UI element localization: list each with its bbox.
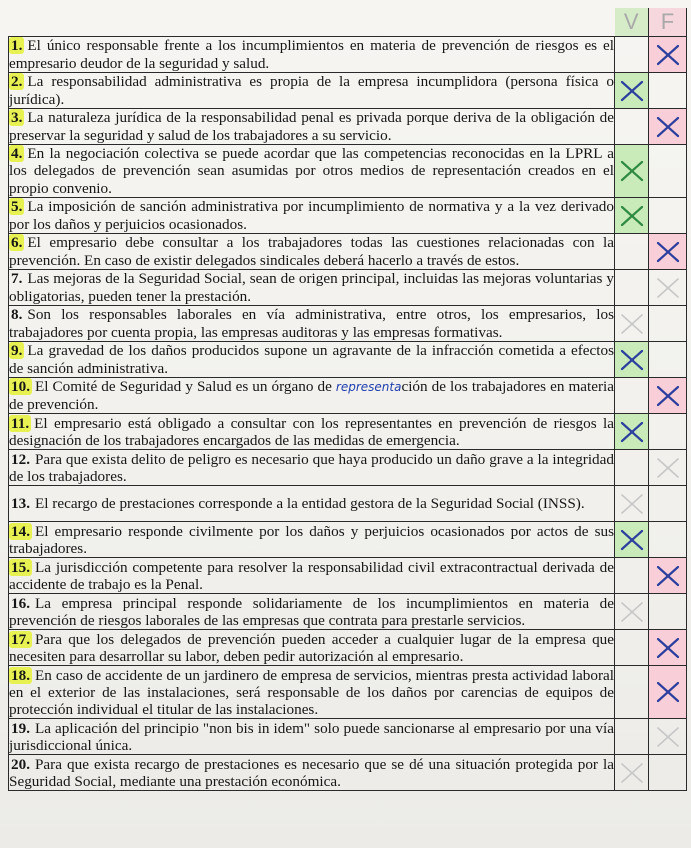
false-cross-mark-icon: [653, 40, 683, 70]
question-number: 10.: [11, 378, 30, 395]
question-text: La jurisdicción competente para resolver la responsabilidad civil extracontractual derivada de accidente de trabajo es la Penal.: [9, 558, 614, 593]
answer-false-cell[interactable]: [649, 666, 687, 719]
question-row: [9, 594, 687, 630]
question-number: 3.: [11, 109, 23, 127]
answer-false-cell[interactable]: [649, 522, 687, 558]
question-row: [9, 630, 687, 666]
question-row: [9, 73, 687, 109]
answer-true-cell[interactable]: [615, 522, 649, 558]
question-number: 11.: [11, 414, 30, 432]
question-text-cell: [9, 522, 615, 558]
question-text-cell: [9, 306, 615, 342]
answer-false-cell[interactable]: [649, 755, 687, 791]
question-number: 1.: [11, 37, 23, 55]
question-text-cell: [9, 486, 615, 522]
true-label: V: [623, 9, 639, 34]
question-row: [9, 270, 687, 306]
false-cross-mark-icon: [653, 237, 683, 267]
question-number: 9.: [11, 342, 23, 360]
question-text-cell: [9, 666, 615, 719]
answer-false-cell[interactable]: [649, 558, 687, 594]
question-text-cell: [9, 378, 615, 414]
answer-false-cell[interactable]: [649, 37, 687, 73]
question-number: 4.: [11, 145, 23, 163]
answer-true-cell[interactable]: [615, 306, 649, 342]
question-number: 13.: [11, 495, 30, 513]
question-row: [9, 109, 687, 145]
question-row: [9, 378, 687, 414]
question-text-cell: [9, 109, 615, 145]
question-row: [9, 342, 687, 378]
question-text: La aplicación del principio "non bis in idem" solo puede sancionarse al empresario por una vía jurisdiccional única.: [9, 719, 614, 754]
question-text: Para que los delegados de prevención pueden acceder a cualquier lugar de la empresa que necesiten para desarrollar su labor, deben pedir autorización al empresario.: [9, 630, 614, 665]
answer-false-cell[interactable]: [649, 234, 687, 270]
answer-true-cell[interactable]: [615, 414, 649, 450]
true-cross-mark-icon: [617, 345, 647, 375]
answer-true-cell[interactable]: [615, 270, 649, 306]
true-cross-mark-icon: [617, 597, 647, 627]
answer-true-cell[interactable]: [615, 755, 649, 791]
true-cross-mark-icon: [617, 525, 647, 555]
question-row: [9, 450, 687, 486]
question-row: [9, 145, 687, 198]
question-number: 20.: [11, 755, 30, 773]
question-text: La gravedad de los daños producidos supone un agravante de la infracción cometida a efectos de sanción administrativa.: [9, 342, 614, 377]
answer-true-cell[interactable]: [615, 630, 649, 666]
question-text-cell: [9, 558, 615, 594]
true-cross-mark-icon: [617, 201, 647, 231]
answer-true-cell[interactable]: [615, 198, 649, 234]
question-number: 18.: [11, 666, 30, 684]
true-cross-mark-icon: [617, 76, 647, 106]
false-cross-mark-icon: [653, 381, 683, 411]
answer-true-cell[interactable]: [615, 342, 649, 378]
question-row: [9, 198, 687, 234]
false-cross-mark-icon: [653, 561, 683, 591]
question-text: El empresario está obligado a consultar con los representantes en prevención de riesgos la designación de los trabajadores encargados de las medidas de emergencia.: [9, 414, 614, 449]
question-text-cell: [9, 342, 615, 378]
question-text-cell: [9, 37, 615, 73]
true-cross-mark-icon: [617, 489, 647, 519]
question-number: 5.: [11, 198, 23, 216]
handwritten-correction: representa: [335, 380, 402, 394]
question-text-cell: [9, 450, 615, 486]
answer-false-cell[interactable]: [649, 306, 687, 342]
answer-false-cell[interactable]: [649, 378, 687, 414]
answer-false-cell[interactable]: [649, 198, 687, 234]
question-number: 17.: [11, 630, 30, 648]
answer-true-cell[interactable]: [615, 450, 649, 486]
question-row: [9, 666, 687, 719]
question-number: 14.: [11, 522, 30, 540]
answer-true-cell[interactable]: [615, 37, 649, 73]
question-row: [9, 37, 687, 73]
answer-false-cell[interactable]: [649, 109, 687, 145]
question-text: La imposición de sanción administrativa por incumplimiento de normativa y a la vez derivado por los daños y perjuicios ocasionados.: [9, 198, 614, 233]
answer-false-cell[interactable]: [649, 594, 687, 630]
answer-false-cell[interactable]: [649, 414, 687, 450]
question-number: 19.: [11, 719, 30, 737]
false-cross-mark-icon: [653, 273, 683, 303]
true-false-table: [8, 8, 687, 791]
false-cross-mark-icon: [653, 677, 683, 707]
question-text: La naturaleza jurídica de la responsabilidad penal es privada porque deriva de la obligación de preservar la seguridad y salud de los trabajadores a su servicio.: [9, 109, 614, 144]
question-row: [9, 558, 687, 594]
answer-false-cell[interactable]: [649, 73, 687, 109]
question-text-cell: [9, 719, 615, 755]
question-row: [9, 414, 687, 450]
false-cross-mark-icon: [653, 453, 683, 483]
question-text: En caso de accidente de un jardinero de empresa de servicios, mientras presta actividad laboral en el exterior de las instalaciones, será responsable de los daños por carencias de equipos de protección individual el titular de las instalaciones.: [9, 666, 614, 718]
question-text-cell: [9, 234, 615, 270]
true-cross-mark-icon: [617, 309, 647, 339]
question-text-cell: [9, 630, 615, 666]
question-text-cell: [9, 73, 615, 109]
question-text-cell: [9, 594, 615, 630]
answer-false-cell[interactable]: [649, 450, 687, 486]
question-row: [9, 755, 687, 791]
answer-false-cell[interactable]: [649, 145, 687, 198]
false-cross-mark-icon: [653, 112, 683, 142]
question-text-cell: [9, 755, 615, 791]
answer-true-cell[interactable]: [615, 666, 649, 719]
question-text: La empresa principal responde solidariamente de los incumplimientos en materia de prevención de riesgos laborales de las empresas que contrata para prestarle servicios.: [9, 594, 614, 629]
question-text: Para que exista recargo de prestaciones es necesario que se dé una situación protegida por la Seguridad Social, mediante una prestación económica.: [9, 755, 614, 790]
question-text-cell: [9, 270, 615, 306]
answer-true-cell[interactable]: [615, 594, 649, 630]
answer-true-cell[interactable]: [615, 378, 649, 414]
column-header-true: [615, 8, 649, 37]
question-text-cell: [9, 414, 615, 450]
question-text: El recargo de prestaciones corresponde a la entidad gestora de la Seguridad Social (INSS).: [34, 495, 585, 513]
question-text-cell: [9, 145, 615, 198]
answer-true-cell[interactable]: [615, 719, 649, 755]
question-text: El Comité de Seguridad y Salud es un órgano de: [34, 378, 336, 395]
question-row: [9, 522, 687, 558]
question-number: 6.: [11, 234, 23, 252]
question-text: La responsabilidad administrativa es propia de la empresa incumplidora (persona física o jurídica).: [9, 73, 614, 108]
answer-false-cell[interactable]: [649, 342, 687, 378]
question-number: 8.: [11, 306, 23, 324]
answer-true-cell[interactable]: [615, 234, 649, 270]
answer-false-cell[interactable]: [649, 486, 687, 522]
true-cross-mark-icon: [617, 417, 647, 447]
answer-true-cell[interactable]: [615, 109, 649, 145]
false-cross-mark-icon: [653, 722, 683, 752]
answer-false-cell[interactable]: [649, 719, 687, 755]
answer-true-cell[interactable]: [615, 558, 649, 594]
question-row: [9, 719, 687, 755]
true-cross-mark-icon: [617, 156, 647, 186]
answer-true-cell[interactable]: [615, 73, 649, 109]
answer-false-cell[interactable]: [649, 270, 687, 306]
question-row: [9, 486, 687, 522]
question-text: El empresario debe consultar a los trabajadores todas las cuestiones relacionadas con la prevención. En caso de existir delegados sindicales deberá hacerlo a través de estos.: [9, 234, 614, 269]
question-text: El único responsable frente a los incumplimientos en materia de prevención de riesgos es el empresario deudor de la seguridad y salud.: [9, 37, 614, 72]
question-number: 15.: [11, 558, 30, 576]
question-rows: [9, 37, 687, 791]
question-text: Las mejoras de la Seguridad Social, sean de origen principal, incluidas las mejoras voluntarias y obligatorias, pueden tener la prestación.: [9, 270, 614, 305]
question-text-cell: [9, 198, 615, 234]
question-number: 16.: [11, 594, 30, 612]
question-text: Para que exista delito de peligro es necesario que haya producido un daño grave a la integridad de los trabajadores.: [9, 450, 614, 485]
question-row: [9, 306, 687, 342]
false-label: F: [660, 9, 675, 34]
table-header-row: [9, 8, 687, 37]
question-text: Son los responsables laborales en vía administrativa, entre otros, los empresarios, los trabajadores por cuenta propia, las empresas auditoras y las empresas formativas.: [9, 306, 614, 341]
true-cross-mark-icon: [617, 758, 647, 788]
answer-true-cell[interactable]: [615, 486, 649, 522]
answer-false-cell[interactable]: [649, 630, 687, 666]
question-number: 12.: [11, 450, 30, 468]
answer-true-cell[interactable]: [615, 145, 649, 198]
question-number: 7.: [11, 270, 23, 288]
header-spacer: [9, 8, 615, 37]
false-cross-mark-icon: [653, 633, 683, 663]
question-number: 2.: [11, 73, 23, 91]
question-text: ción de los trabajadores en materia de prevención.: [9, 378, 614, 414]
question-text: El empresario responde civilmente por los daños y perjuicios ocasionados por actos de sus trabajadores.: [9, 522, 614, 557]
question-row: [9, 234, 687, 270]
question-text: En la negociación colectiva se puede acordar que las competencias reconocidas en la LPRL a los delegados de prevención sean asumidas por otros medios de representación creados en el propio convenio.: [9, 145, 614, 197]
column-header-false: [649, 8, 687, 37]
